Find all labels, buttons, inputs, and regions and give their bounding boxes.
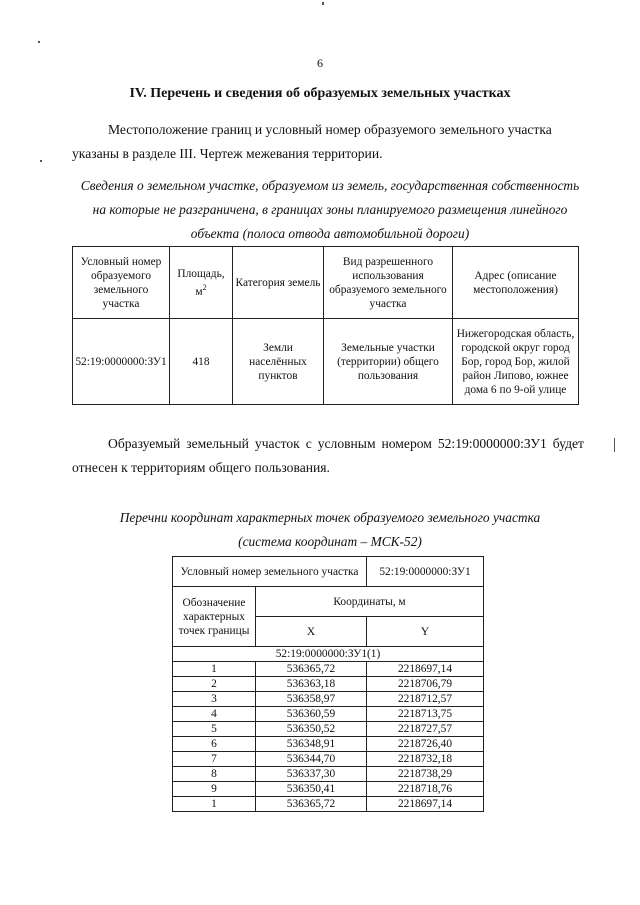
plot-info-table xyxy=(72,246,579,405)
scan-edge-mark xyxy=(614,438,615,452)
section-title: IV. Перечень и сведения об образуемых земельных участках xyxy=(129,86,511,101)
coord-cell-y: 2218712,57 xyxy=(367,692,484,707)
coords-cond-number-value: 52:19:0000000:ЗУ1 xyxy=(367,557,484,587)
coord-cell-y: 2218718,76 xyxy=(367,782,484,797)
coord-cell-y: 2218726,40 xyxy=(367,737,484,752)
coord-cell-x: 536365,72 xyxy=(256,797,367,812)
header-category: Категория земель xyxy=(233,247,324,319)
contour-label: 52:19:0000000:ЗУ1(1) xyxy=(173,647,484,662)
y-label: Y xyxy=(367,617,484,647)
scan-speck xyxy=(322,2,324,5)
header-address: Адрес (описание местоположения) xyxy=(453,247,579,319)
cell-address: Нижегородская область, городской округ город Бор, город Бор, жилой район Липово, южнее дома 6 по 9-ой улице xyxy=(453,319,579,405)
coord-row xyxy=(173,707,484,722)
plot-info-heading: Сведения о земельном участке, образуемом из земель, государственная собственность на которые не разграничена, в границах зоны планируемого размещения линейного объекта (полоса отвода автомобильной дороги) xyxy=(80,178,580,241)
coord-row xyxy=(173,782,484,797)
cell-category: Земли населённых пунктов xyxy=(233,319,324,405)
points-label: Обозначение характерных точек границы xyxy=(173,587,256,647)
coords-heading xyxy=(80,506,580,554)
coord-row xyxy=(173,662,484,677)
coord-cell-x: 536337,30 xyxy=(256,767,367,782)
coord-cell-point: 2 xyxy=(173,677,256,692)
coord-row xyxy=(173,767,484,782)
coords-table xyxy=(172,556,484,812)
coord-cell-x: 536365,72 xyxy=(256,662,367,677)
coord-cell-point: 3 xyxy=(173,692,256,707)
coord-cell-x: 536358,97 xyxy=(256,692,367,707)
coord-cell-point: 1 xyxy=(173,662,256,677)
cell-permitted-use: Земельные участки (территории) общего пользования xyxy=(324,319,453,405)
coord-row xyxy=(173,677,484,692)
x-label: X xyxy=(256,617,367,647)
coord-cell-y: 2218713,75 xyxy=(367,707,484,722)
coord-cell-point: 1 xyxy=(173,797,256,812)
header-cond-number: Условный номер образуемого земельного участка xyxy=(73,247,170,319)
coord-cell-point: 4 xyxy=(173,707,256,722)
coord-row xyxy=(173,797,484,812)
coord-cell-x: 536360,59 xyxy=(256,707,367,722)
page-number: 6 xyxy=(317,56,323,70)
coord-cell-point: 9 xyxy=(173,782,256,797)
coord-cell-point: 5 xyxy=(173,722,256,737)
cell-area: 418 xyxy=(170,319,233,405)
public-use-paragraph: Образуемый земельный участок с условным номером 52:19:0000000:ЗУ1 будет отнесен к территориям общего пользования. xyxy=(72,436,584,475)
scan-speck xyxy=(38,41,40,43)
coord-row xyxy=(173,737,484,752)
coord-cell-point: 7 xyxy=(173,752,256,767)
coords-label: Координаты, м xyxy=(256,587,484,617)
coords-heading-line1: Перечни координат характерных точек образуемого земельного участка xyxy=(119,510,541,525)
coord-cell-point: 8 xyxy=(173,767,256,782)
header-area: Площадь, $м^2$ xyxy=(170,247,233,319)
coord-cell-x: 536350,41 xyxy=(256,782,367,797)
coord-cell-y: 2218697,14 xyxy=(367,797,484,812)
coord-row xyxy=(173,692,484,707)
coord-row xyxy=(173,752,484,767)
coord-cell-x: 536344,70 xyxy=(256,752,367,767)
coords-cond-number-label: Условный номер земельного участка xyxy=(173,557,367,587)
coord-cell-y: 2218732,18 xyxy=(367,752,484,767)
coord-cell-y: 2218697,14 xyxy=(367,662,484,677)
coord-cell-y: 2218706,79 xyxy=(367,677,484,692)
coord-cell-point: 6 xyxy=(173,737,256,752)
coord-cell-x: 536363,18 xyxy=(256,677,367,692)
coord-row xyxy=(173,722,484,737)
header-permitted-use: Вид разрешенного использования образуемого земельного участка xyxy=(324,247,453,319)
scan-speck xyxy=(40,160,42,162)
coord-cell-y: 2218738,29 xyxy=(367,767,484,782)
coord-cell-x: 536348,91 xyxy=(256,737,367,752)
coord-cell-y: 2218727,57 xyxy=(367,722,484,737)
coords-heading-line2: (система координат – МСК-52) xyxy=(238,534,422,549)
cell-cond-number: 52:19:0000000:ЗУ1 xyxy=(73,319,170,405)
intro-paragraph: Местоположение границ и условный номер образуемого земельного участка указаны в разделе III. Чертеж межевания территории. xyxy=(72,122,552,161)
coord-cell-x: 536350,52 xyxy=(256,722,367,737)
